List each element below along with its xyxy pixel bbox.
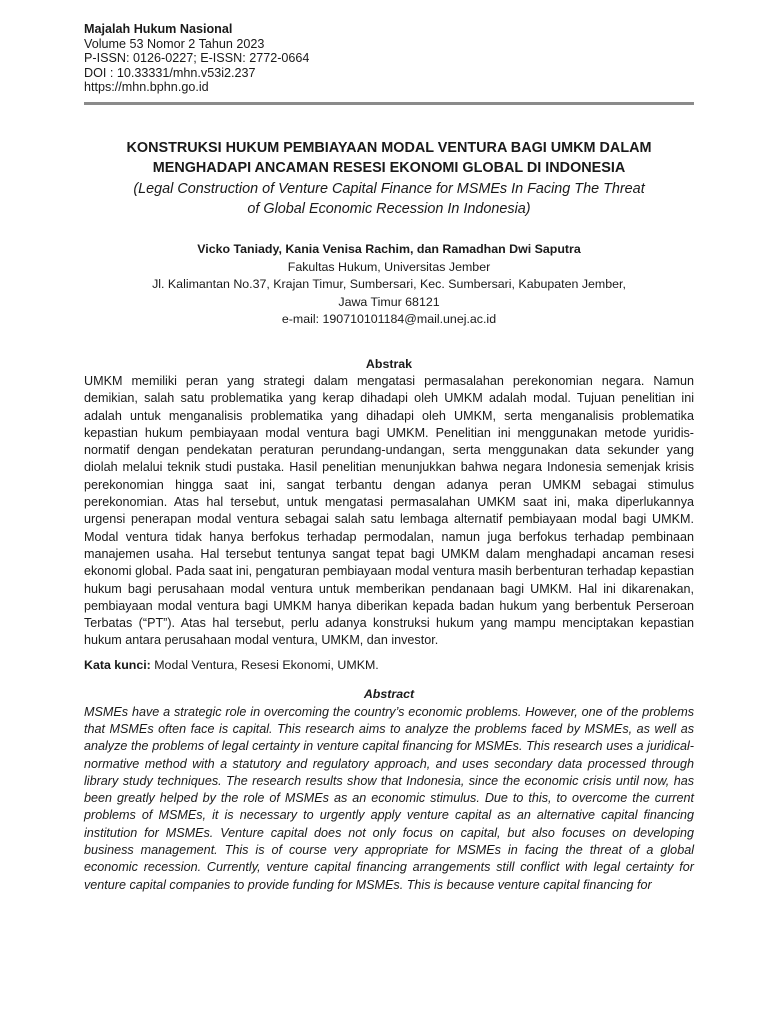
author-email: e-mail: 190710101184@mail.unej.ac.id: [281, 312, 497, 327]
keywords-value: Modal Ventura, Resesi Ekonomi, UMKM.: [150, 657, 379, 672]
abstract-heading: Abstract: [363, 686, 415, 701]
header-rule: [84, 102, 694, 105]
article-page: [84, 22, 694, 894]
title-line-1: KONSTRUKSI HUKUM PEMBIAYAAN MODAL VENTURA BAGI UMKM DALAM: [126, 139, 652, 156]
journal-doi: DOI : 10.33331/mhn.v53i2.237: [84, 65, 256, 80]
author-address-2: Jawa Timur 68121: [338, 294, 440, 309]
author-address-1: Jl. Kalimantan No.37, Krajan Timur, Sumbersari, Kec. Sumbersari, Kabupaten Jember,: [152, 277, 626, 292]
journal-header: [84, 22, 694, 95]
article-title-english: [84, 179, 694, 220]
journal-issn: P-ISSN: 0126-0227; E-ISSN: 2772-0664: [84, 51, 310, 66]
title-en-line-2: of Global Economic Recession In Indonesia): [247, 201, 531, 218]
journal-name: Majalah Hukum Nasional: [84, 22, 233, 36]
journal-volume: Volume 53 Nomor 2 Tahun 2023: [84, 36, 265, 51]
article-title: [84, 138, 694, 179]
keywords: [84, 658, 694, 673]
author-block: [84, 241, 694, 329]
abstrak-body: UMKM memiliki peran yang strategi dalam mengatasi permasalahan perekonomian negara. Namun demikian, salah satu problematika yang kerap dihadapi oleh UMKM adalah modal. Tujuan penelitian ini adalah untuk menganalisis problematika yang dihadapi oleh UMKM, serta menganalisis problematika kepastian hukum pembiayaan modal ventura bagi UMKM. Penelitian ini menggunakan metode yuridis-normatif dengan pendekatan peraturan perundang-undangan, serta menggunakan data sekunder yang diolah melalui teknik studi pustaka. Hasil penelitian menunjukkan bahwa negara Indonesia semenjak krisis perekonomian hingga saat ini, sangat terbantu dengan adanya peran UMKM sebagai stimulus perekonomian. Atas hal tersebut, untuk mengatasi permasalahan UMKM saat ini, maka diperlukannya urgensi penerapan modal ventura sebagai salah satu lembaga alternatif pembiayaan modal bagi UMKM. Modal ventura tidak hanya berfokus terhadap permodalan, namun juga berfokus terhadap pembinaan manajemen usaha. Hal tersebut tentunya sangat tepat bagi UMKM dalam menghadapi ancaman resesi ekonomi global. Pada saat ini, pengaturan pembiayaan modal ventura masih berbenturan terhadap kepastian hukum bagi perusahaan modal ventura untuk memberikan pendanaan bagi UMKM. Hal ini dikarenakan, pembiayaan modal ventura bagi UMKM hanya diberikan kepada badan hukum yang berbentuk Perseroan Terbatas (“PT”). Atas hal tersebut, perlu adanya konstruksi hukum yang mampu menciptakan kepastian hukum antara perusahaan modal ventura, UMKM, dan investor.: [84, 373, 694, 648]
abstract-body: MSMEs have a strategic role in overcoming the country’s economic problems. However, one of the problems that MSMEs often face is capital. This research aims to analyze the problems faced by MSMEs, as well as analyze the problems of legal certainty in venture capital financing for MSMEs. This research uses a juridical-normative method with a statutory and regulatory approach, and uses secondary data processed through library study techniques. The research results show that Indonesia, since the economic crisis until now, has been greatly helped by the role of MSMEs as an economic stimulus. Due to this, to overcome the current problems of MSMEs, it is necessary to urgently apply venture capital as an alternative capital financing institution for MSMEs. Venture capital does not only focus on capital, but also focuses on developing business management. This is of course very appropriate for MSMEs in facing the threat of a global economic recession. Currently, venture capital financing arrangements still conflict with legal certainty for venture capital companies to provide funding for MSMEs. This is because venture capital financing for: [84, 704, 694, 892]
title-line-2: MENGHADAPI ANCAMAN RESESI EKONOMI GLOBAL DI INDONESIA: [152, 160, 626, 177]
journal-url: https://mhn.bphn.go.id: [84, 80, 209, 95]
title-en-line-1: (Legal Construction of Venture Capital Finance for MSMEs In Facing The Threat: [133, 180, 645, 197]
abstrak-heading: Abstrak: [365, 356, 413, 371]
keywords-label: Kata kunci:: [84, 657, 151, 672]
author-names: Vicko Taniady, Kania Venisa Rachim, dan Ramadhan Dwi Saputra: [197, 241, 581, 256]
author-faculty: Fakultas Hukum, Universitas Jember: [287, 259, 491, 274]
